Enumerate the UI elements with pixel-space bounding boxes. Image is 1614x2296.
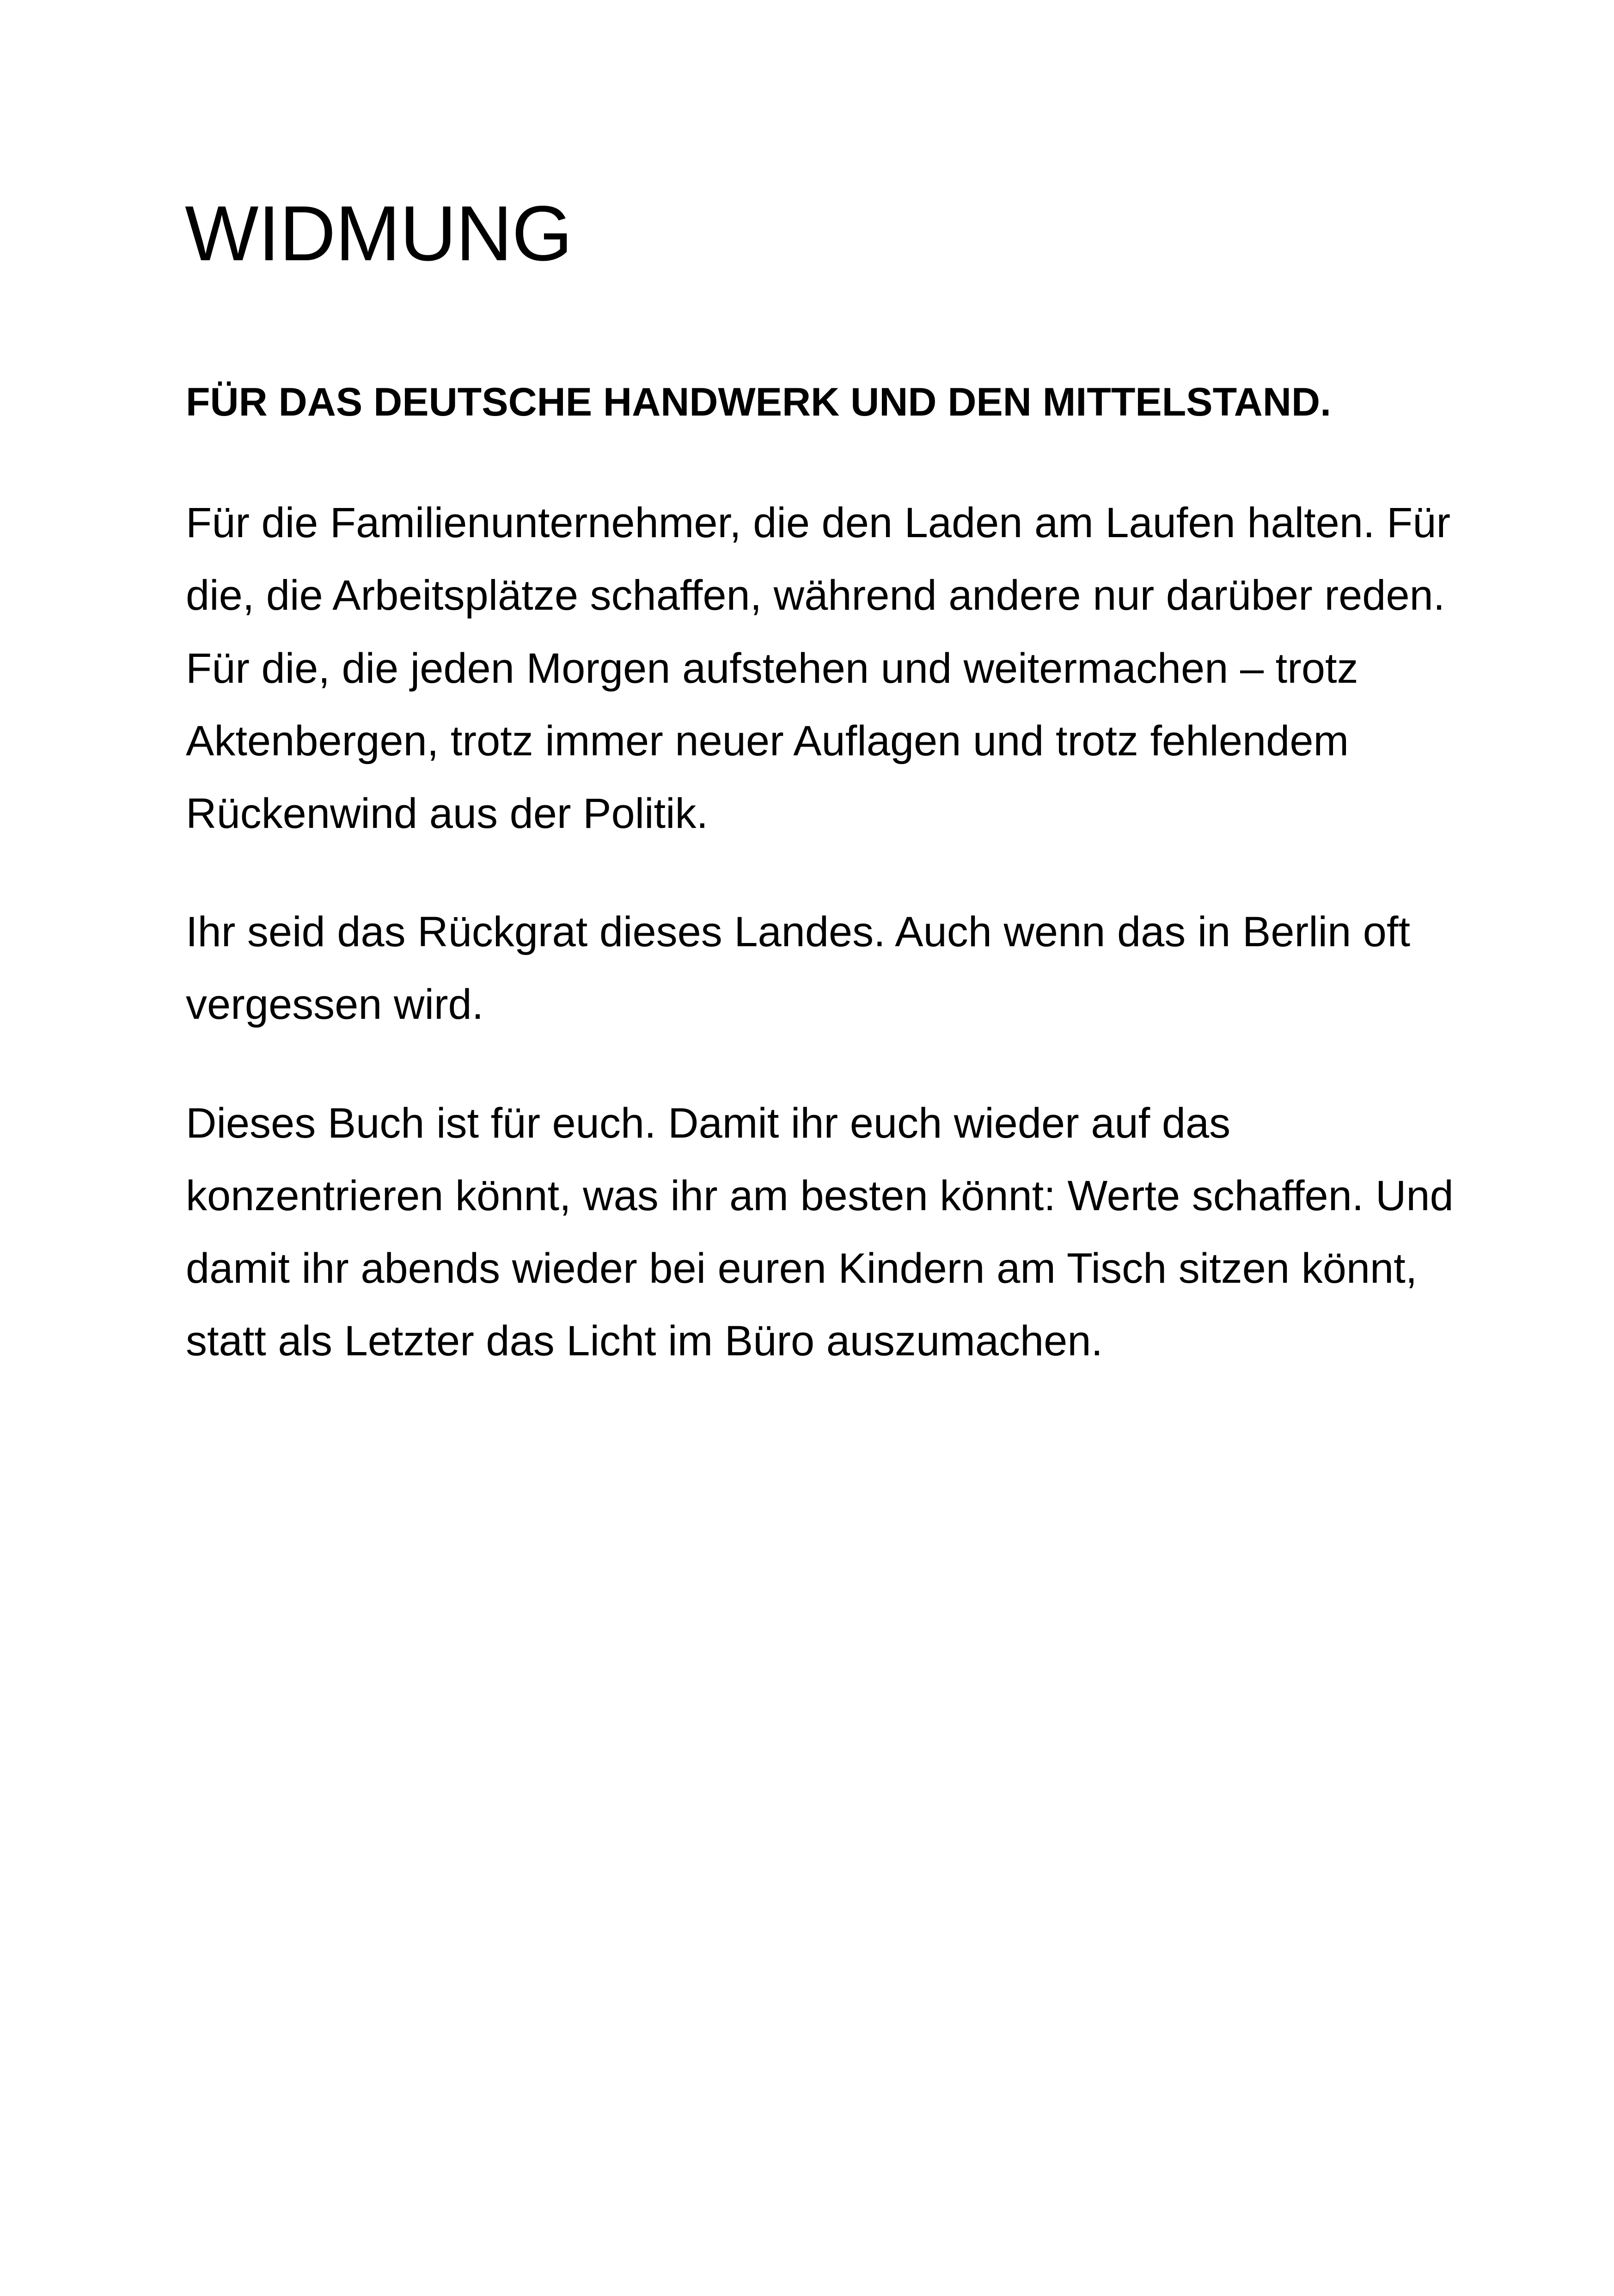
paragraph-line: Für die Familienunternehmer, die den Laden am Laufen halten. Für <box>186 499 1451 546</box>
paragraph-line: damit ihr abends wieder bei euren Kindern am Tisch sitzen könnt, <box>186 1245 1418 1292</box>
paragraph-line: Für die, die jeden Morgen aufstehen und weitermachen – trotz <box>186 645 1358 692</box>
paragraph-line: Dieses Buch ist für euch. Damit ihr euch wieder auf das <box>186 1100 1231 1147</box>
paragraph-line: Rückenwind aus der Politik. <box>186 790 709 837</box>
dedication-heading: FÜR DAS DEUTSCHE HANDWERK UND DEN MITTELSTAND. <box>186 380 1332 424</box>
paragraph-line: konzentrieren könnt, was ihr am besten könnt: Werte schaffen. Und <box>186 1172 1454 1219</box>
paragraph-line: statt als Letzter das Licht im Büro auszumachen. <box>186 1317 1103 1365</box>
paragraph-line: Aktenbergen, trotz immer neuer Auflagen und trotz fehlendem <box>186 717 1349 765</box>
paragraph-line: die, die Arbeitsplätze schaffen, während andere nur darüber reden. <box>186 572 1445 619</box>
page-title: WIDMUNG <box>185 190 572 277</box>
paragraph-line: Ihr seid das Rückgrat dieses Landes. Auch wenn das in Berlin oft <box>186 908 1411 955</box>
paragraph-line: vergessen wird. <box>186 981 484 1028</box>
